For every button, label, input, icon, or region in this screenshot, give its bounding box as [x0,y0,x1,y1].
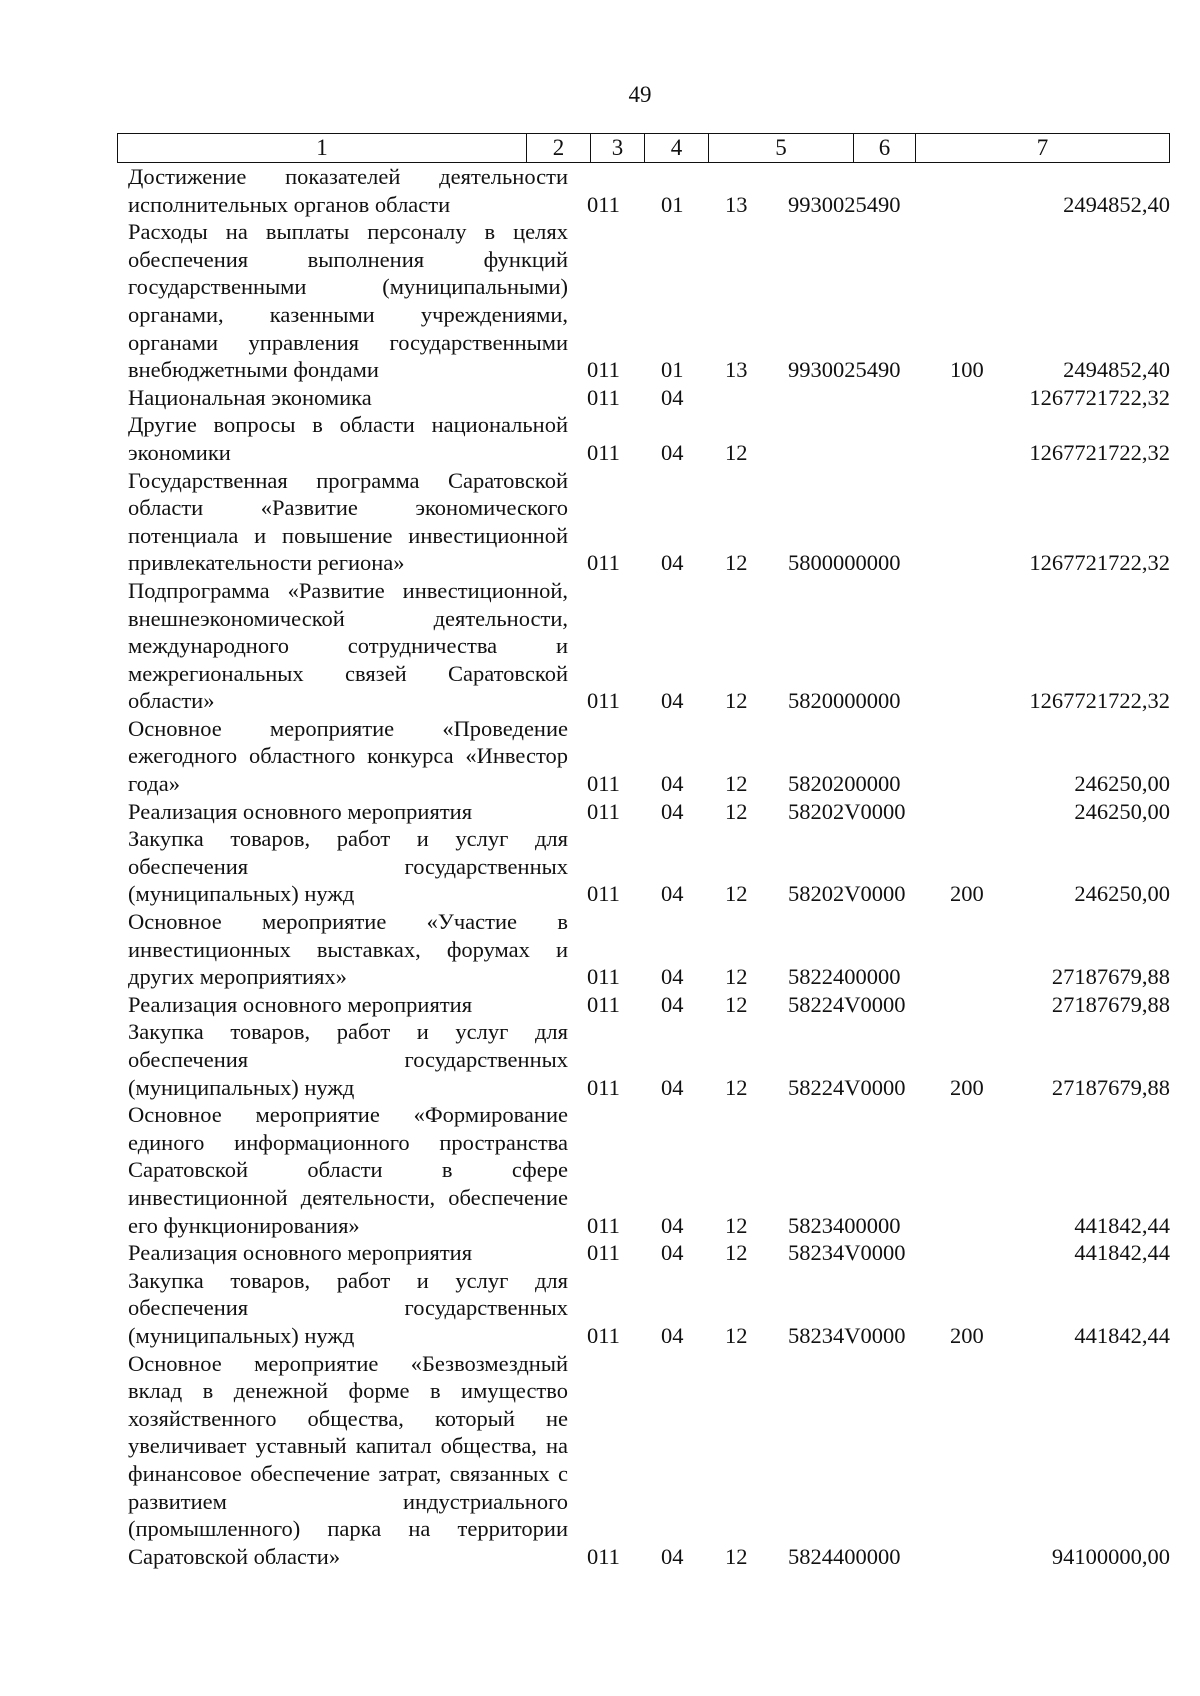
cell-ministry-code: 011 [587,991,620,1017]
cell-target-article: 5820000000 [788,688,901,714]
cell-section: 04 [661,1543,684,1569]
cell-ministry-code: 011 [587,798,620,824]
cell-section: 01 [661,191,684,217]
cell-subsection: 12 [725,1074,748,1100]
row-description: Государственная программа Саратовской области «Развитие экономического потенциала и повышение инвестиционной привлекательности региона» [128,467,568,576]
page-number: 49 [628,82,652,107]
cell-amount: 27187679,88 [1051,991,1170,1017]
cell-target-article: 58234V0000 [788,1322,906,1348]
cell-amount: 27187679,88 [1051,1074,1170,1100]
cell-amount: 2494852,40 [1063,191,1170,217]
cell-amount: 1267721722,32 [1029,384,1170,410]
row-description: Расходы на выплаты персоналу в целях обеспечения выполнения функций государственными (муниципальными) органами, казенными учреждениями, органами управления государственными внебюджетными фондами [128,219,568,383]
table-row [128,411,1170,466]
table-row [128,1267,1170,1350]
cell-ministry-code: 011 [587,1543,620,1569]
cell-amount: 94100000,00 [1051,1543,1170,1569]
cell-target-article: 58202V0000 [788,798,906,824]
cell-ministry-code: 011 [587,1212,620,1238]
cell-section: 04 [661,688,684,714]
cell-subsection: 12 [725,1240,748,1266]
cell-subsection: 12 [725,991,748,1017]
cell-section: 01 [661,357,684,383]
header-col-5: 5 [709,134,854,163]
table-row [128,1350,1170,1571]
row-description: Основное мероприятие «Безвозмездный вклад в денежной форме в имущество хозяйственного общества, который не увеличивает уставный капитал общества, на финансовое обеспечение затрат, связанных с развитием индустриального (промышленного) парка на территории Саратовской области» [128,1350,568,1569]
cell-ministry-code: 011 [587,964,620,990]
cell-ministry-code: 011 [587,439,620,465]
cell-expense-type: 100 [950,357,984,383]
header-col-1: 1 [118,134,527,163]
header-col-6: 6 [854,134,916,163]
table-row [128,991,1170,1019]
cell-subsection: 12 [725,798,748,824]
table-row [128,467,1170,577]
cell-target-article: 58224V0000 [788,1074,906,1100]
table-header [117,133,1170,163]
cell-ministry-code: 011 [587,771,620,797]
row-description: Другие вопросы в области национальной экономики [128,412,568,465]
cell-target-article: 9930025490 [788,191,901,217]
table-row [128,577,1170,715]
cell-ministry-code: 011 [587,688,620,714]
header-col-7: 7 [916,134,1170,163]
cell-subsection: 12 [725,688,748,714]
cell-target-article: 5820200000 [788,771,901,797]
row-description: Национальная экономика [128,384,372,410]
table-row [128,384,1170,412]
cell-amount: 441842,44 [1074,1240,1170,1266]
table-body [128,163,1170,1570]
cell-subsection: 12 [725,964,748,990]
row-description: Реализация основного мероприятия [128,991,473,1017]
cell-section: 04 [661,1074,684,1100]
table-row [128,1239,1170,1267]
cell-amount: 27187679,88 [1051,964,1170,990]
cell-ministry-code: 011 [587,1240,620,1266]
cell-section: 04 [661,991,684,1017]
cell-subsection: 12 [725,1212,748,1238]
row-description: Закупка товаров, работ и услуг для обеспечения государственных (муниципальных) нужд [128,1019,568,1100]
cell-target-article: 5823400000 [788,1212,901,1238]
cell-ministry-code: 011 [587,384,620,410]
cell-subsection: 12 [725,1322,748,1348]
cell-ministry-code: 011 [587,1322,620,1348]
cell-target-article: 9930025490 [788,357,901,383]
cell-expense-type: 200 [950,1322,984,1348]
cell-subsection: 13 [725,191,748,217]
cell-amount: 441842,44 [1074,1322,1170,1348]
cell-amount: 1267721722,32 [1029,688,1170,714]
cell-amount: 246250,00 [1074,771,1170,797]
cell-section: 04 [661,439,684,465]
row-description: Подпрограмма «Развитие инвестиционной, внешнеэкономической деятельности, международного сотрудничества и межрегиональных связей Саратовской области» [128,577,568,714]
cell-amount: 246250,00 [1074,798,1170,824]
cell-target-article: 58202V0000 [788,881,906,907]
cell-target-article: 5822400000 [788,964,901,990]
cell-ministry-code: 011 [587,881,620,907]
cell-section: 04 [661,964,684,990]
cell-amount: 1267721722,32 [1029,550,1170,576]
table-row [128,825,1170,908]
cell-target-article: 5824400000 [788,1543,901,1569]
cell-section: 04 [661,1240,684,1266]
table-row [128,1101,1170,1239]
cell-subsection: 12 [725,771,748,797]
cell-amount: 2494852,40 [1063,357,1170,383]
header-col-4: 4 [645,134,709,163]
row-description: Достижение показателей деятельности исполнительных органов области [128,164,568,217]
cell-expense-type: 200 [950,881,984,907]
cell-expense-type: 200 [950,1074,984,1100]
table-row [128,715,1170,798]
row-description: Основное мероприятие «Участие в инвестиционных выставках, форумах и других мероприятиях» [128,909,568,990]
cell-section: 04 [661,550,684,576]
row-description: Основное мероприятие «Формирование единого информационного пространства Саратовской области в сфере инвестиционной деятельности, обеспечение его функционирования» [128,1102,568,1238]
table-row [128,218,1170,384]
cell-target-article: 58224V0000 [788,991,906,1017]
cell-target-article: 5800000000 [788,550,901,576]
cell-subsection: 12 [725,439,748,465]
table-row [128,908,1170,991]
row-description: Основное мероприятие «Проведение ежегодного областного конкурса «Инвестор года» [128,715,568,797]
header-col-2: 2 [527,134,591,163]
cell-amount: 246250,00 [1074,881,1170,907]
row-description: Закупка товаров, работ и услуг для обеспечения государственных (муниципальных) нужд [128,1267,568,1348]
table-row [128,1018,1170,1101]
cell-subsection: 13 [725,357,748,383]
cell-subsection: 12 [725,550,748,576]
cell-section: 04 [661,384,684,410]
cell-ministry-code: 011 [587,1074,620,1100]
cell-target-article: 58234V0000 [788,1240,906,1266]
cell-amount: 441842,44 [1074,1212,1170,1238]
row-description: Реализация основного мероприятия [128,1240,473,1266]
table-row [128,798,1170,826]
cell-section: 04 [661,1322,684,1348]
cell-ministry-code: 011 [587,191,620,217]
header-col-3: 3 [591,134,645,163]
cell-subsection: 12 [725,1543,748,1569]
row-description: Закупка товаров, работ и услуг для обеспечения государственных (муниципальных) нужд [128,826,568,907]
cell-ministry-code: 011 [587,357,620,383]
cell-ministry-code: 011 [587,550,620,576]
cell-subsection: 12 [725,881,748,907]
cell-section: 04 [661,771,684,797]
cell-amount: 1267721722,32 [1029,439,1170,465]
row-description: Реализация основного мероприятия [128,798,473,824]
cell-section: 04 [661,881,684,907]
cell-section: 04 [661,798,684,824]
cell-section: 04 [661,1212,684,1238]
table-row [128,163,1170,218]
